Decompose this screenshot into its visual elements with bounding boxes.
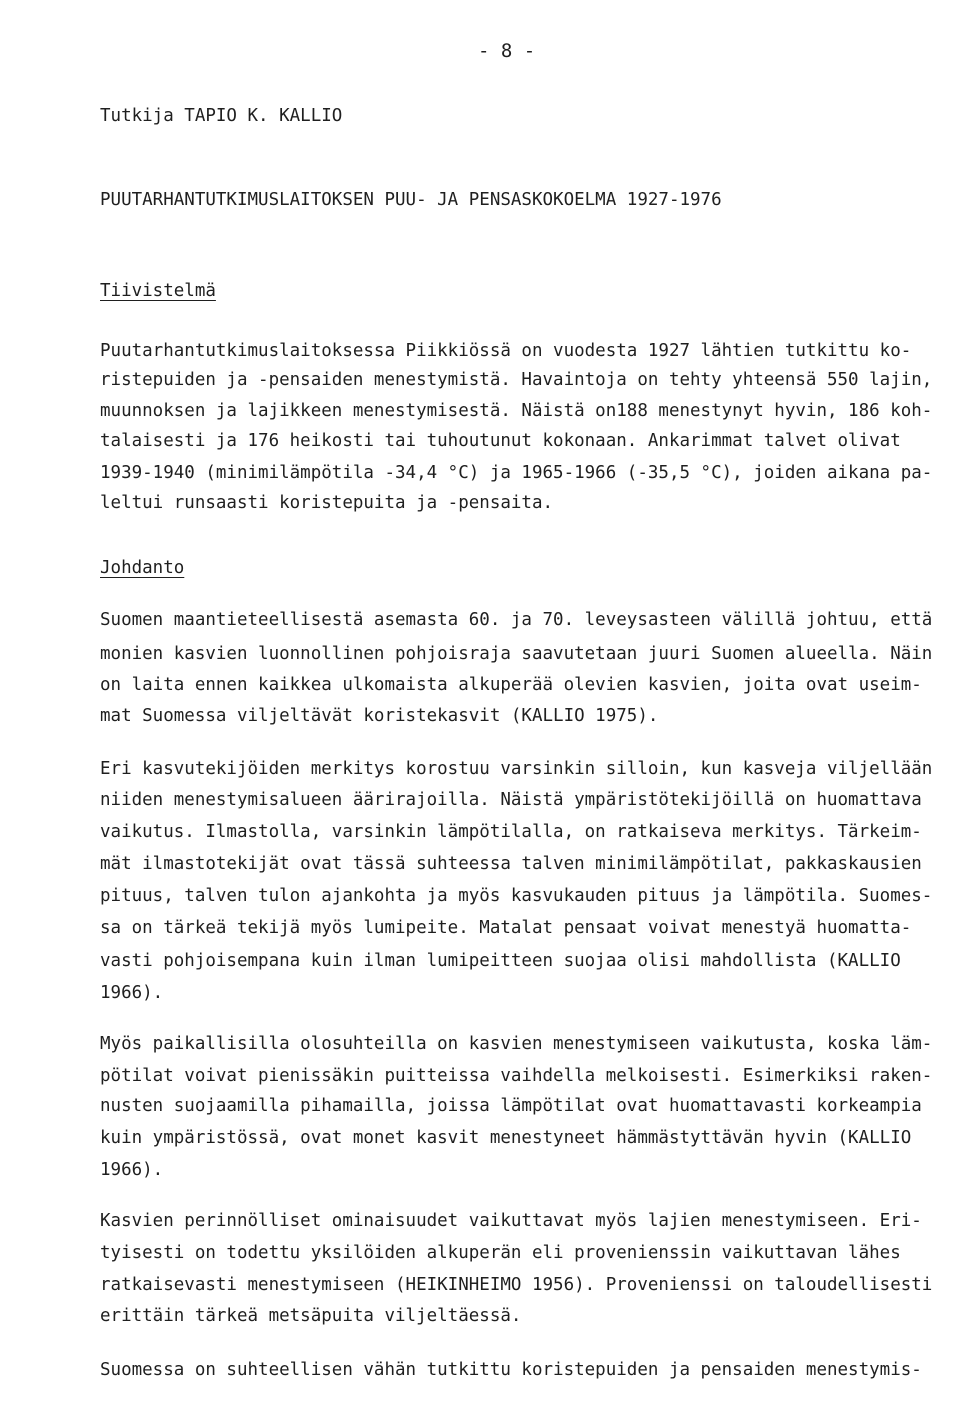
text-line: on laita ennen kaikkea ulkomaista alkuperää olevien kasvien, joita ovat useim- (100, 675, 922, 695)
text-line: pituus, talven tulon ajankohta ja myös kasvukauden pituus ja lämpötila. Suomes- (100, 886, 933, 906)
author-line: Tutkija TAPIO K. KALLIO (100, 106, 343, 126)
text-line: Myös paikallisilla olosuhteilla on kasvien menestymiseen vaikutusta, koska läm- (100, 1034, 933, 1054)
text-line: ristepuiden ja -pensaiden menestymistä. Havaintoja on tehty yhteensä 550 lajin, (100, 370, 933, 390)
text-line: talaisesti ja 176 heikosti tai tuhoutunut kokonaan. Ankarimmat talvet olivat (100, 431, 901, 451)
text-line: erittäin tärkeä metsäpuita viljeltäessä. (100, 1306, 522, 1326)
text-line: 1966). (100, 1160, 164, 1180)
text-line: mät ilmastotekijät ovat tässä suhteessa talven minimilämpötilat, pakkaskausien (100, 854, 922, 874)
text-line: sa on tärkeä tekijä myös lumipeite. Matalat pensaat voivat menestyä huomatta- (100, 918, 912, 938)
text-line: leltui runsaasti koristepuita ja -pensaita. (100, 493, 554, 513)
text-line: vasti pohjoisempana kuin ilman lumipeitteen suojaa olisi mahdollista (KALLIO (100, 951, 901, 971)
text-line: Suomen maantieteellisestä asemasta 60. ja 70. leveysasteen välillä johtuu, että (100, 610, 933, 630)
text-line: nusten suojaamilla pihamailla, joissa lämpötilat ovat huomattavasti korkeampia (100, 1096, 922, 1116)
document-title: PUUTARHANTUTKIMUSLAITOKSEN PUU- JA PENSASKOKOELMA 1927-1976 (100, 190, 722, 210)
text-line: pötilat voivat pienissäkin puitteissa vaihdella melkoisesti. Esimerkiksi raken- (100, 1066, 933, 1086)
text-line: tyisesti on todettu yksilöiden alkuperän eli provenienssin vaikuttavan lähes (100, 1243, 901, 1263)
text-line: monien kasvien luonnollinen pohjoisraja saavutetaan juuri Suomen alueella. Näin (100, 644, 933, 664)
text-line: kuin ympäristössä, ovat monet kasvit menestyneet hämmästyttävän hyvin (KALLIO (100, 1128, 912, 1148)
summary-heading: Tiivistelmä (100, 281, 216, 301)
text-line: muunnoksen ja lajikkeen menestymisestä. Näistä on188 menestynyt hyvin, 186 koh- (100, 401, 933, 421)
intro-heading: Johdanto (100, 558, 185, 578)
text-line: Suomessa on suhteellisen vähän tutkittu koristepuiden ja pensaiden menestymis- (100, 1360, 922, 1380)
text-line: 1966). (100, 983, 164, 1003)
page-number: - 8 - (478, 40, 536, 62)
text-line: mat Suomessa viljeltävät koristekasvit (KALLIO 1975). (100, 706, 659, 726)
text-line: Kasvien perinnölliset ominaisuudet vaikuttavat myös lajien menestymiseen. Eri- (100, 1211, 922, 1231)
text-line: Puutarhantutkimuslaitoksessa Piikkiössä on vuodesta 1927 lähtien tutkittu ko- (100, 341, 912, 361)
text-line: 1939-1940 (minimilämpötila -34,4 °C) ja 1965-1966 (-35,5 °C), joiden aikana pa- (100, 463, 933, 483)
text-line: niiden menestymisalueen äärirajoilla. Näistä ympäristötekijöillä on huomattava (100, 790, 922, 810)
text-line: ratkaisevasti menestymiseen (HEIKINHEIMO 1956). Provenienssi on taloudellisesti (100, 1275, 933, 1295)
text-line: Eri kasvutekijöiden merkitys korostuu varsinkin silloin, kun kasveja viljellään (100, 759, 933, 779)
text-line: vaikutus. Ilmastolla, varsinkin lämpötilalla, on ratkaiseva merkitys. Tärkeim- (100, 822, 922, 842)
